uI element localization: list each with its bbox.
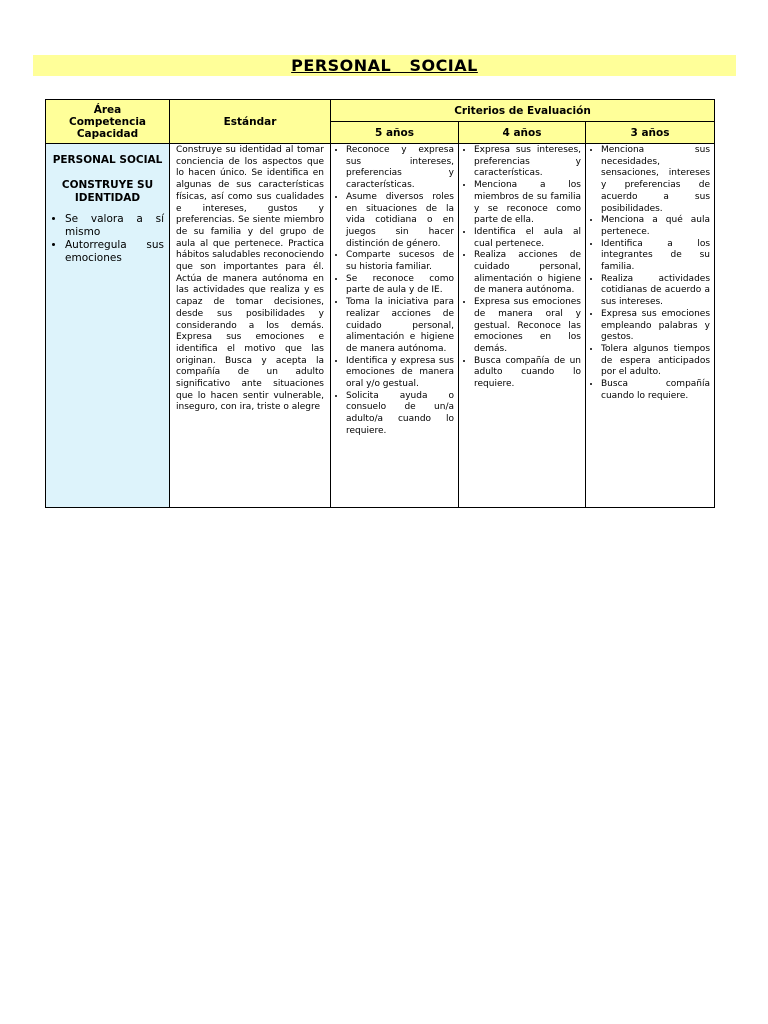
criterios-5-list [335, 145, 454, 438]
criterios-5-cell [331, 144, 459, 508]
list-item: • Se valora a sí mismo [65, 213, 164, 239]
area-cell [46, 144, 170, 508]
list-item: • Reconoce y expresa sus intereses, preferencias y características. [346, 145, 454, 192]
list-item: • Identifica el aula al cual pertenece. [474, 227, 581, 250]
list-item: • Expresa sus intereses, preferencias y características. [474, 145, 581, 180]
list-item: • Busca compañía cuando lo requiere. [601, 379, 710, 402]
col-5-header: 5 años [331, 122, 459, 144]
list-item: • Se reconoce como parte de aula y de IE. [346, 274, 454, 297]
evaluation-table [45, 99, 715, 508]
list-item: • Expresa sus emociones de manera oral y gestual. Reconoce las emociones en los demás. [474, 297, 581, 356]
estandar-cell: Construye su identidad al tomar conciencia de los aspectos que lo hacen único. Se identifica en algunas de sus características físicas, así como sus cualidades e intereses, gustos y preferencias. Se siente miembro de su familia y del grupo de aula al que pertenece. Practica hábitos saludables reconociendo que son importantes para él. Actúa de manera autónoma en las actividades que realiza y es capaz de tomar decisiones, desde sus posibilidades y considerando a los demás. Expresa sus emociones e identifica el motivo que las originan. Busca y acepta la compañía de un adulto significativo ante situaciones que lo hacen sentir vulnerable, inseguro, con ira, triste o alegre [170, 144, 331, 508]
criterios-header: Criterios de Evaluación [331, 100, 715, 122]
list-item: • Menciona sus necesidades, sensaciones, intereses y preferencias de acuerdo a sus posibilidades. [601, 145, 710, 215]
list-item: • Identifica y expresa sus emociones de manera oral y/o gestual. [346, 356, 454, 391]
list-item: • Identifica a los integrantes de su familia. [601, 239, 710, 274]
list-item: • Menciona a qué aula pertenece. [601, 215, 710, 238]
list-item: • Comparte sucesos de su historia familiar. [346, 250, 454, 273]
criterios-4-list [463, 145, 581, 391]
col-4-header: 4 años [459, 122, 586, 144]
criterios-4-cell [459, 144, 586, 508]
list-item: • Tolera algunos tiempos de espera anticipados por el adulto. [601, 344, 710, 379]
list-item: • Busca compañía de un adulto cuando lo requiere. [474, 356, 581, 391]
list-item: • Toma la iniciativa para realizar acciones de cuidado personal, alimentación e higiene de manera autónoma. [346, 297, 454, 356]
col-3-header: 3 años [586, 122, 715, 144]
capacidades-list [51, 213, 164, 265]
criterios-3-cell [586, 144, 715, 508]
list-item: • Realiza actividades cotidianas de acuerdo a sus intereses. [601, 274, 710, 309]
list-item: • Menciona a los miembros de su familia y se reconoce como parte de ella. [474, 180, 581, 227]
page-title: PERSONAL SOCIAL [291, 56, 478, 75]
estandar-header: Estándar [170, 100, 331, 144]
competencia-title: CONSTRUYE SU IDENTIDAD [61, 179, 154, 204]
list-item: • Solicita ayuda o consuelo de un/a adulto/a cuando lo requiere. [346, 391, 454, 438]
area-header: Área Competencia Capacidad [46, 100, 170, 144]
list-item: • Expresa sus emociones empleando palabras y gestos. [601, 309, 710, 344]
area-title: PERSONAL SOCIAL [52, 154, 163, 166]
criterios-3-list [590, 145, 710, 402]
title-bar [33, 55, 736, 76]
list-item: • Asume diversos roles en situaciones de la vida cotidiana o en juegos sin hacer distinción de género. [346, 192, 454, 251]
content-row [46, 144, 715, 508]
list-item: • Realiza acciones de cuidado personal, alimentación o higiene de manera autónoma. [474, 250, 581, 297]
list-item: • Autorregula sus emociones [65, 239, 164, 265]
header-row-1 [46, 100, 715, 122]
